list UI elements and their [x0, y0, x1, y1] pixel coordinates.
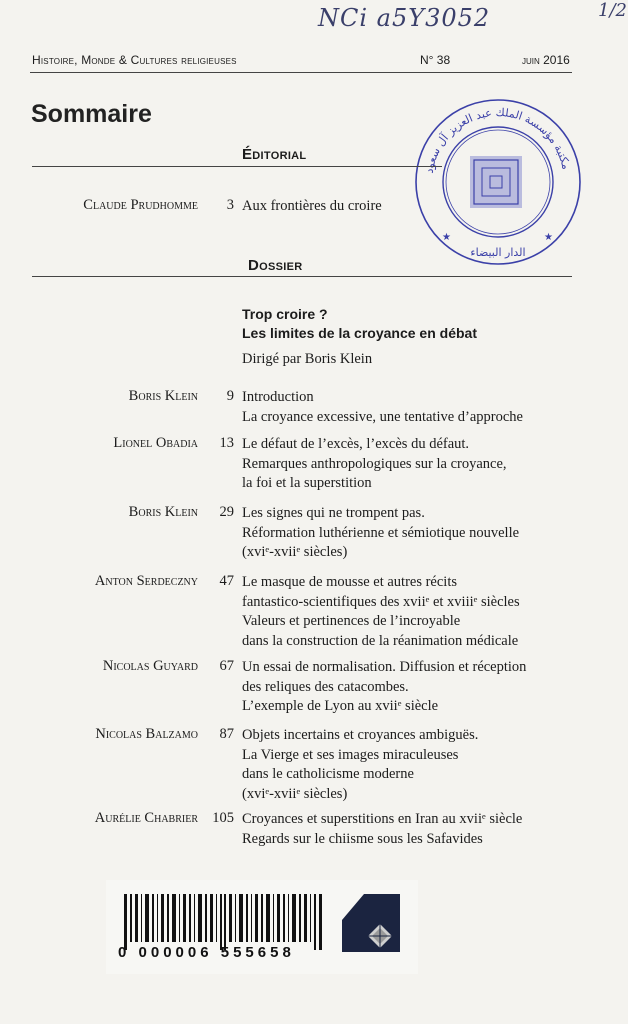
stamp-outer-text: مكتبة مؤسسة الملك عبد العزيز آل سع د — [422, 105, 573, 175]
toc-title: Le défaut de l’excès, l’excès du défaut. Remarques anthropologiques sur la croyance, la foi et la superstition — [242, 436, 507, 491]
toc-page: 29 — [219, 504, 234, 520]
toc-author: Boris Klein — [128, 388, 198, 404]
toc-author: Boris Klein — [128, 504, 198, 520]
toc-page: 67 — [219, 658, 234, 674]
dossier-heading: Dossier — [248, 257, 303, 274]
dossier-rule — [32, 276, 572, 277]
toc-page: 87 — [219, 726, 234, 742]
toc-page: 9 — [226, 388, 234, 404]
editorial-rule — [32, 166, 442, 167]
dossier-theme-line: Trop croire ? — [242, 306, 328, 322]
toc-author: Lionel Obadia — [113, 435, 198, 451]
toc-author: Anton Serdeczny — [94, 573, 198, 589]
toc-page: 47 — [219, 573, 234, 589]
issue-date: juin 2016 — [522, 53, 570, 67]
toc-title: Les signes qui ne trompent pas. Réformation luthérienne et sémiotique nouvelle (xviᵉ-xviiᵉ siècles) — [242, 505, 520, 560]
stamp-star-left-icon: ★ — [442, 232, 451, 243]
toc-page: 105 — [212, 810, 234, 826]
barcode-sticker — [106, 880, 418, 974]
toc-author: Nicolas Guyard — [102, 658, 198, 674]
dossier-theme-line: Les limites de la croyance en débat — [242, 325, 477, 341]
header-rule — [30, 72, 572, 73]
toc-title: Objets incertains et croyances ambiguës. La Vierge et ses images miraculeuses dans le catholicisme moderne (xviᵉ-xviiᵉ siècles) — [242, 727, 479, 802]
library-stamp — [412, 96, 584, 268]
issue-number: N° 38 — [420, 53, 451, 67]
editorial-title: Aux frontières du croire — [242, 198, 382, 214]
dossier-theme — [242, 305, 477, 343]
page-title: Sommaire — [31, 100, 152, 128]
barcode-number: 0 000006 555658 — [118, 944, 295, 961]
toc-title: Introduction La croyance excessive, une tentative d’approche — [242, 389, 523, 425]
toc-title: Le masque de mousse et autres récits fantastico-scientifiques des xviiᵉ et xviiiᵉ siècles Valeurs et pertinences de l’incroyable dans la construction de la réanimation médicale — [242, 574, 520, 649]
toc-author: Aurélie Chabrier — [94, 810, 198, 826]
handwritten-reference: NCi a5Y3052 — [318, 4, 491, 32]
journal-title: Histoire, Monde & Cultures religieuses — [32, 53, 237, 67]
editorial-heading: Éditorial — [242, 146, 307, 163]
editorial-author: Claude Prudhomme — [83, 197, 198, 213]
toc-author: Nicolas Balzamo — [95, 726, 198, 742]
barcode-icon — [124, 894, 334, 950]
toc-page: 13 — [219, 435, 234, 451]
toc-title: Croyances et superstitions en Iran au xviiᵉ siècle Regards sur le chiisme sous les Safavides — [242, 811, 523, 847]
handwritten-folio: 1/2 — [598, 0, 627, 21]
toc-title: Un essai de normalisation. Diffusion et réception des reliques des catacombes. L’exemple de Lyon au xviiᵉ siècle — [242, 659, 527, 714]
publisher-logo-icon — [342, 894, 404, 956]
stamp-star-right-icon: ★ — [544, 232, 553, 243]
stamp-inner-text: الدار البيضاء — [470, 246, 526, 259]
editorial-page: 3 — [226, 197, 234, 213]
dossier-director: Dirigé par Boris Klein — [242, 351, 373, 367]
